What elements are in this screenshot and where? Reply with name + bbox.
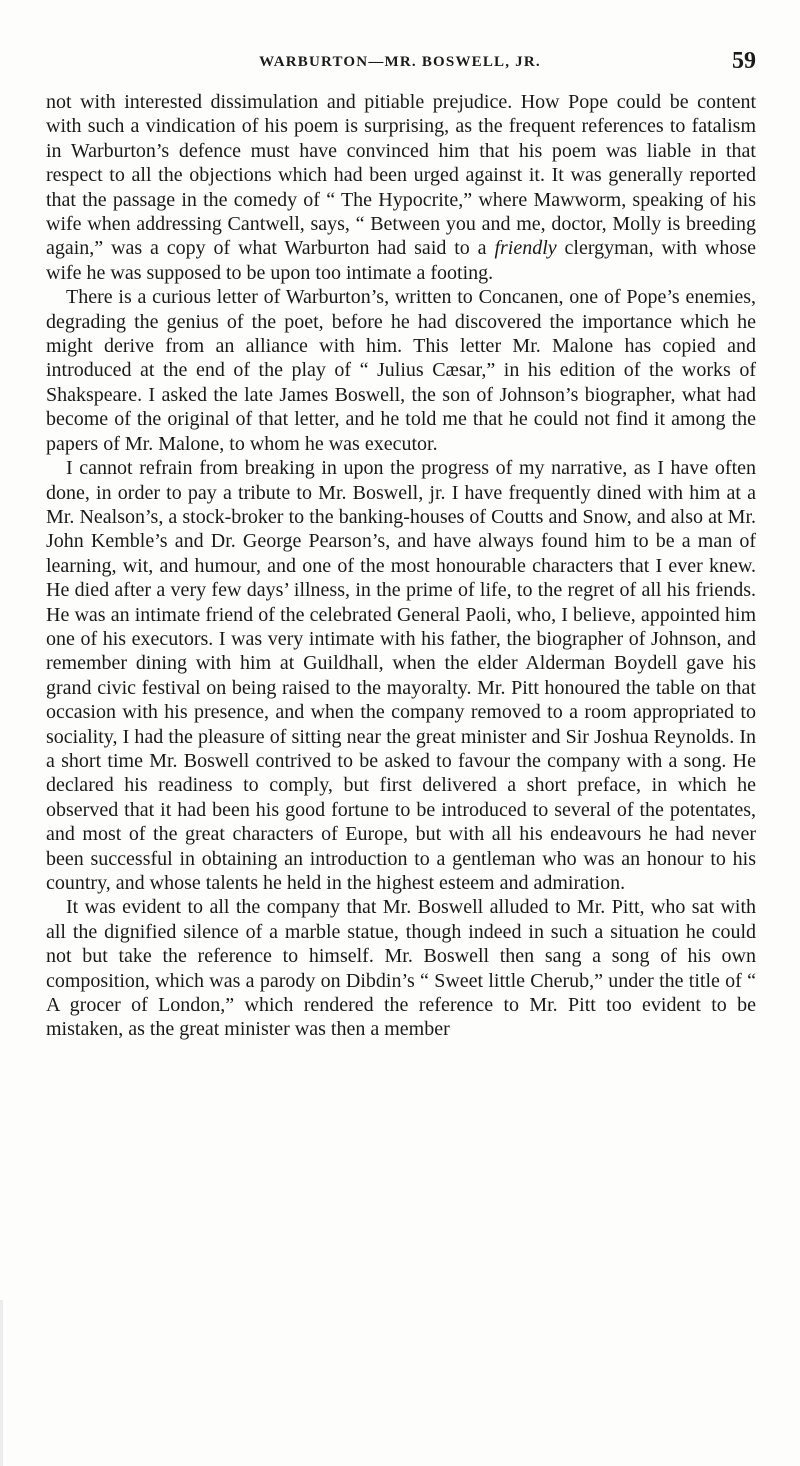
paragraph-1-text-b: clergyman, with whose wife he was supposed to be upon too intimate a footing. — [46, 237, 757, 284]
body-text — [46, 90, 756, 1042]
page-header — [44, 48, 756, 78]
page-number: 59 — [732, 48, 756, 74]
paragraph-2: There is a curious letter of Warburton’s, written to Concanen, one of Pope’s enemies, degrading the genius of the poet, before he had discovered the importance which he might derive from an alliance with him. This letter Mr. Malone has copied and introduced at the end of the play of “ Julius Cæsar,” in his edition of the works of Shakspeare. I asked the late James Boswell, the son of Johnson’s biographer, what had become of the original of that letter, and he told me that he could not find it among the papers of Mr. Malone, to whom he was executor. — [46, 286, 756, 455]
running-head: WARBURTON—MR. BOSWELL, JR. — [259, 54, 541, 70]
italic-word-friendly: friendly — [494, 237, 557, 260]
paragraph-4: It was evident to all the company that Mr. Boswell alluded to Mr. Pitt, who sat with all the dignified silence of a marble statue, though indeed in such a situation he could not but take the reference to himself. Mr. Boswell then sang a song of his own composition, which was a parody on Dibdin’s “ Sweet little Cherub,” under the title of “ A grocer of London,” which rendered the reference to Mr. Pitt too evident to be mistaken, as the great minister was then a member — [46, 896, 756, 1041]
page-edge-shadow — [0, 1300, 3, 1466]
paragraph-1 — [46, 90, 756, 285]
paragraph-1-text-a: not with interested dissimulation and pitiable prejudice. How Pope could be content with such a vindication of his poem is surprising, as the frequent references to fatalism in Warburton’s defence must have convinced him that his poem was liable in that respect to all the objections which had been urged against it. It was generally reported that the passage in the comedy of “ The Hypocrite,” where Mawworm, speaking of his wife when addressing Cantwell, says, “ Between you and me, doctor, Molly is breeding again,” was a copy of what Warburton had said to a — [46, 91, 756, 260]
paragraph-3: I cannot refrain from breaking in upon the progress of my narrative, as I have often done, in order to pay a tribute to Mr. Boswell, jr. I have frequently dined with him at a Mr. Nealson’s, a stock-broker to the banking-houses of Coutts and Snow, and also at Mr. John Kemble’s and Dr. George Pearson’s, and have always found him to be a man of learning, wit, and humour, and one of the most honourable characters that I ever knew. He died after a very few days’ illness, in the prime of life, to the regret of all his friends. He was an intimate friend of the celebrated General Paoli, who, I believe, appointed him one of his executors. I was very intimate with his father, the biographer of Johnson, and remember dining with him at Guildhall, when the elder Alderman Boydell gave his grand civic festival on being raised to the mayoralty. Mr. Pitt honoured the table on that occasion with his presence, and when the company removed to a room appropriated to sociality, I had the pleasure of sitting near the great minister and Sir Joshua Reynolds. In a short time Mr. Boswell contrived to be asked to favour the company with a song. He declared his readiness to comply, but first delivered a short preface, in which he observed that it had been his good fortune to be introduced to several of the potentates, and most of the great characters of Europe, but with all his endeavours he had never been successful in obtaining an introduction to a gentleman who was an honour to his country, and whose talents he held in the highest esteem and admiration. — [46, 457, 756, 894]
